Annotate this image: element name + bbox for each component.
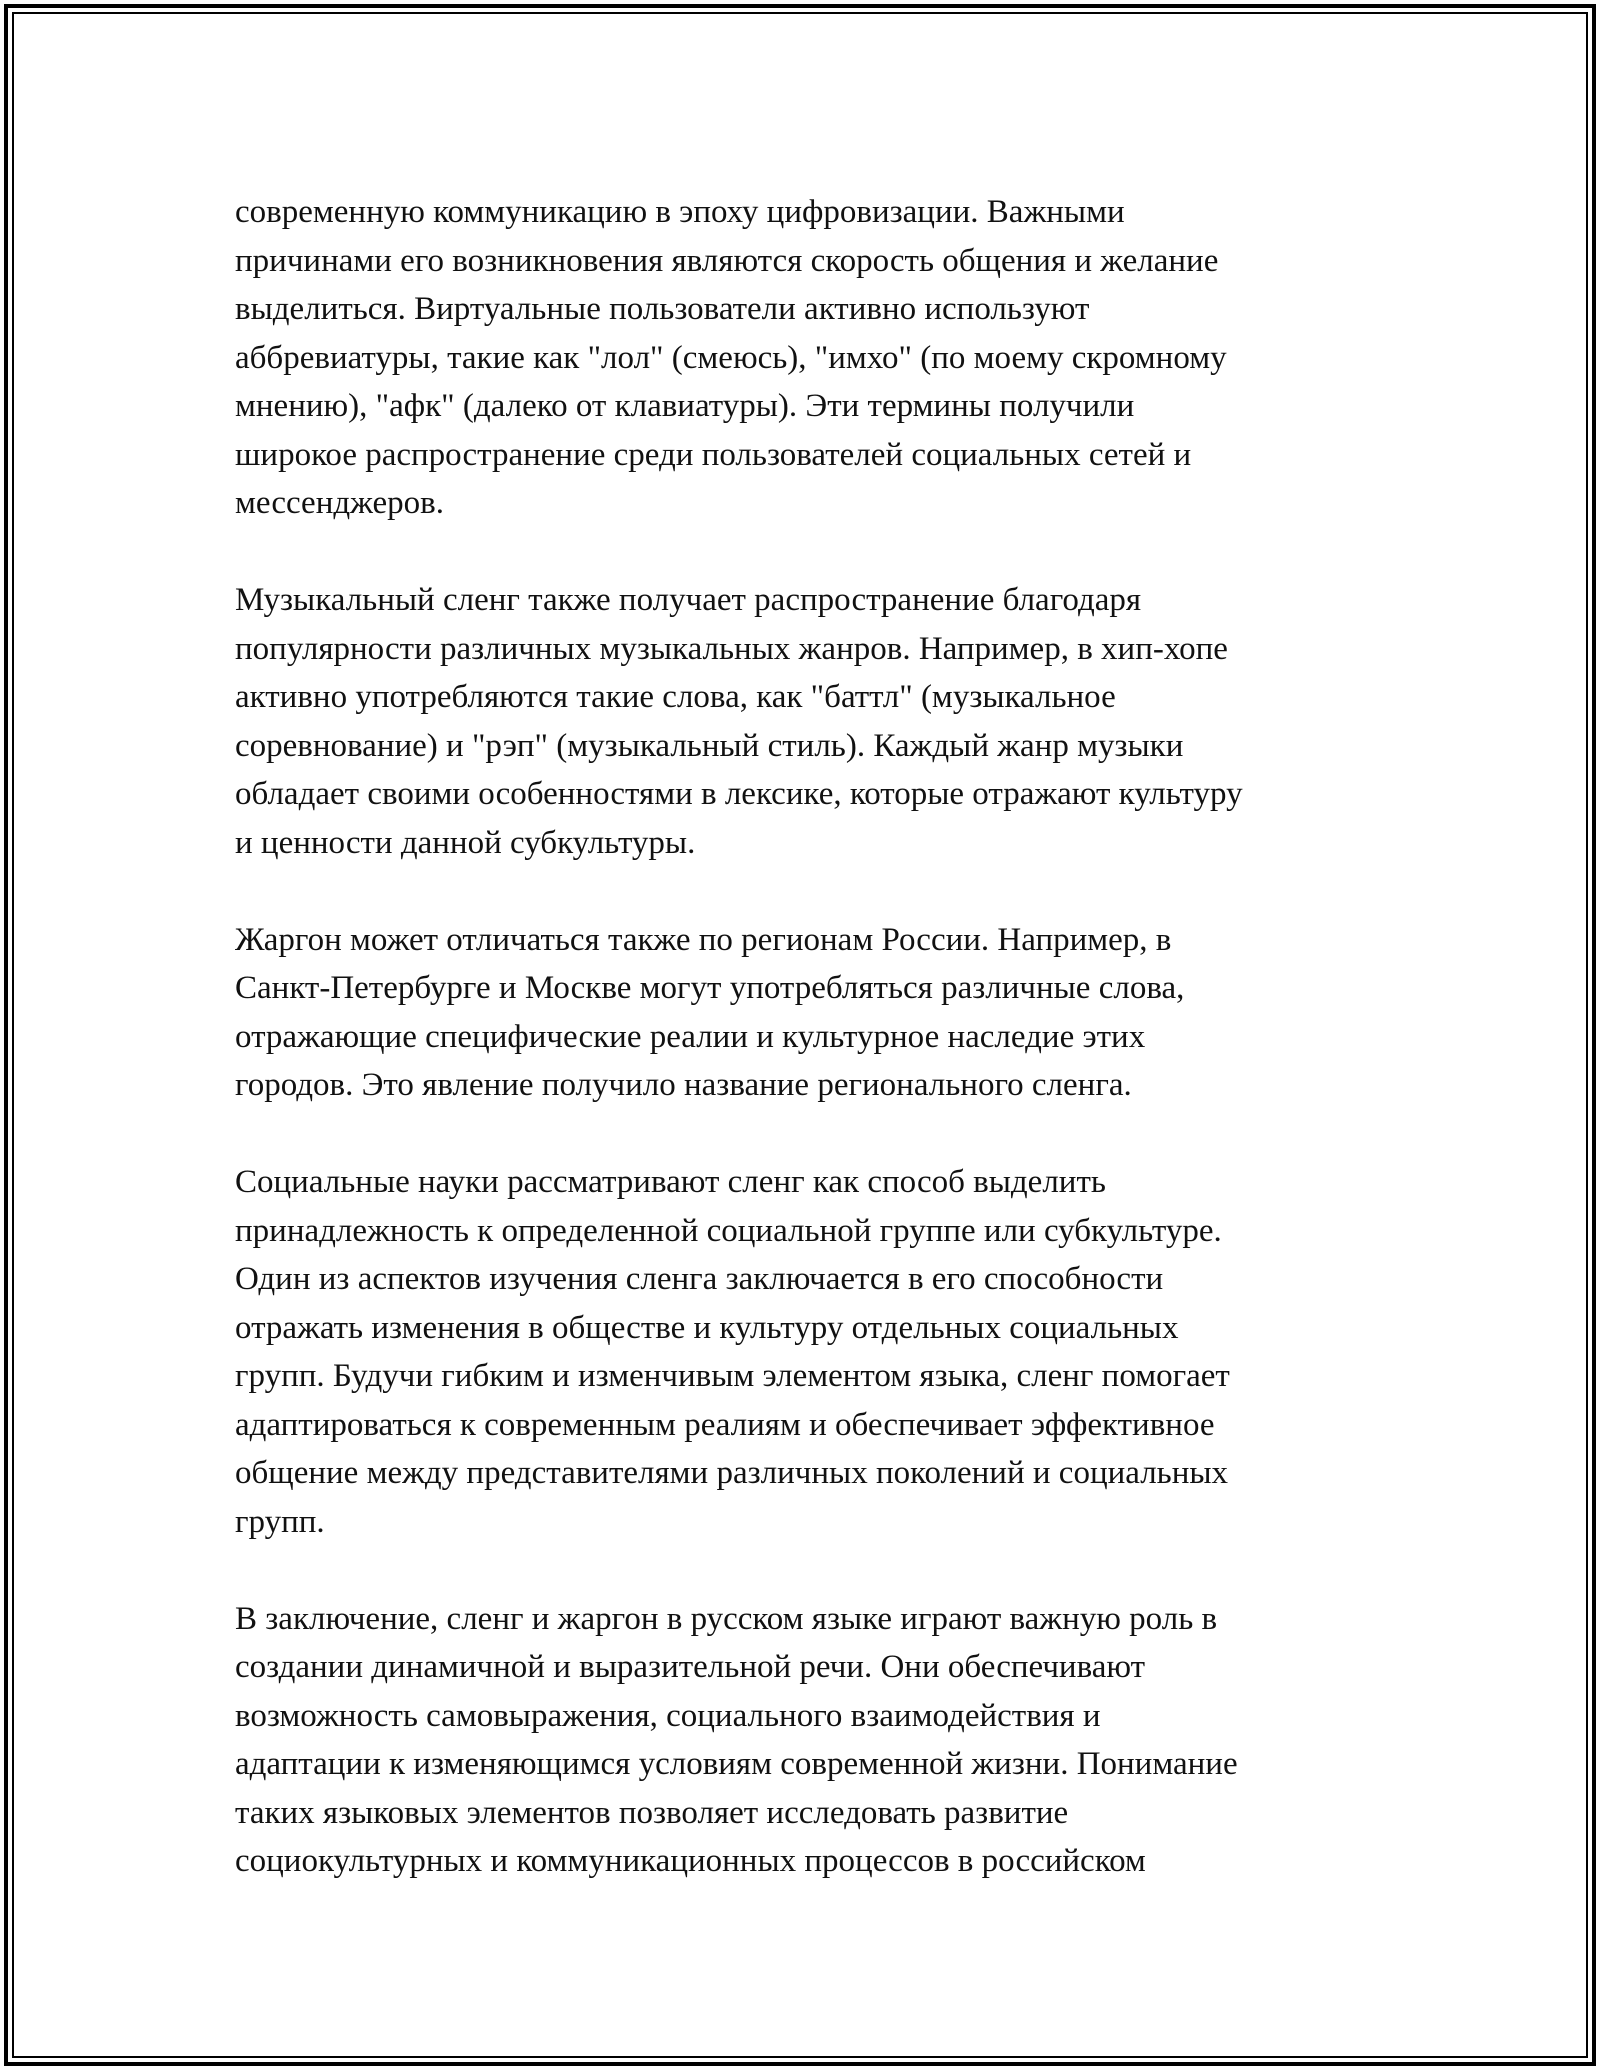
document-body xyxy=(235,188,1395,1886)
paragraph-regional-jargon: Жаргон может отличаться также по регионам России. Например, в Санкт-Петербурге и Москве могут употребляться различные слова, отражающие специфические реалии и культурное наследие этих городов. Это явление получило название регионального сленга. xyxy=(235,921,1185,1103)
paragraph-music-slang: Музыкальный сленг также получает распространение благодаря популярности различных музыкальных жанров. Например, в хип-хопе активно употребляются такие слова, как "баттл" (музыкальное соревнование) и "рэп" (музыкальный стиль). Каждый жанр музыки обладает своими особенностями в лексике, которые отражают культуру и ценности данной субкультуры. xyxy=(235,582,1243,861)
paragraph-social-sciences: Социальные науки рассматривают сленг как способ выделить принадлежность к определенной социальной группе или субкультуре. Один из аспектов изучения сленга заключается в его способности отражать изменения в обществе и культуру отдельных социальных групп. Будучи гибким и изменчивым элементом языка, сленг помогает адаптироваться к современным реалиям и обеспечивает эффективное общение между представителями различных поколений и социальных групп. xyxy=(235,1164,1230,1540)
paragraph-conclusion: В заключение, сленг и жаргон в русском языке играют важную роль в создании динамичной и выразительной речи. Они обеспечивают возможность самовыражения, социального взаимодействия и адаптации к изменяющимся условиям современной жизни. Понимание таких языковых элементов позволяет исследовать развитие социокультурных и коммуникационных процессов в российском xyxy=(235,1600,1238,1879)
paragraph-digital-slang: современную коммуникацию в эпоху цифровизации. Важными причинами его возникновения являются скорость общения и желание выделиться. Виртуальные пользователи активно используют аббревиатуры, такие как "лол" (смеюсь), "имхо" (по моему скромному мнению), "афк" (далеко от клавиатуры). Эти термины получили широкое распространение среди пользователей социальных сетей и мессенджеров. xyxy=(235,194,1227,521)
